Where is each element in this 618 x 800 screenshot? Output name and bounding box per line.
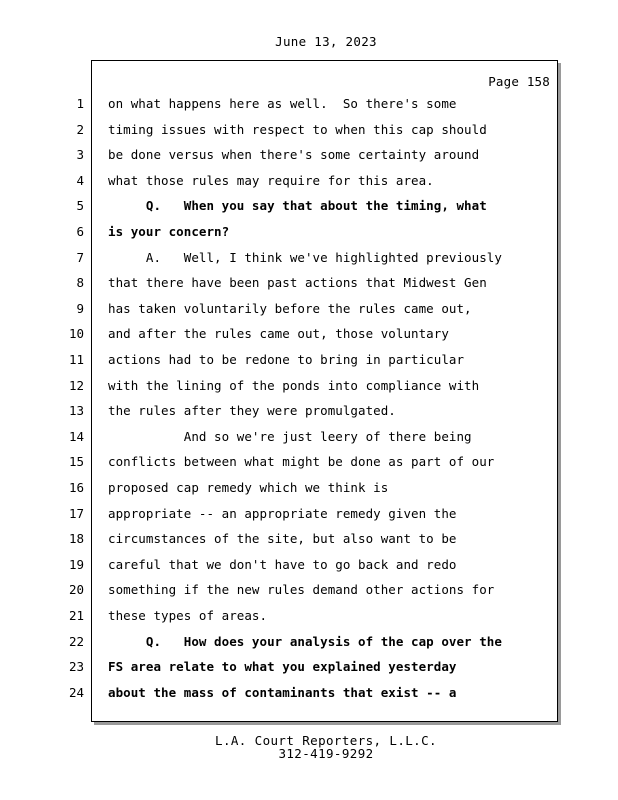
line-number: 8 — [76, 275, 84, 290]
court-reporter-name: L.A. Court Reporters, L.L.C. — [215, 733, 437, 748]
line-text: on what happens here as well. So there's some — [108, 96, 457, 111]
line-text: has taken voluntarily before the rules came out, — [108, 301, 472, 316]
line-number: 10 — [68, 326, 84, 341]
line-number: 12 — [68, 378, 84, 393]
line-text: A. Well, I think we've highlighted previously — [108, 250, 502, 265]
line-text: Q. When you say that about the timing, what — [108, 198, 487, 213]
line-text: something if the new rules demand other actions for — [108, 582, 495, 597]
line-text: what those rules may require for this area. — [108, 173, 434, 188]
line-number: 22 — [68, 634, 84, 649]
line-text: FS area relate to what you explained yesterday — [108, 659, 457, 674]
line-text: with the lining of the ponds into compliance with — [108, 378, 480, 393]
line-number: 3 — [76, 147, 84, 162]
line-number: 4 — [76, 173, 84, 188]
line-number: 17 — [68, 506, 84, 521]
line-number: 1 — [76, 96, 84, 111]
line-number: 19 — [68, 557, 84, 572]
page-number: Page 158 — [488, 74, 550, 89]
line-number: 21 — [68, 608, 84, 623]
line-number: 7 — [76, 250, 84, 265]
line-number: 16 — [68, 480, 84, 495]
line-number: 14 — [68, 429, 84, 444]
line-text: proposed cap remedy which we think is — [108, 480, 389, 495]
line-number: 15 — [68, 454, 84, 469]
line-number: 9 — [76, 301, 84, 316]
line-text: actions had to be redone to bring in particular — [108, 352, 465, 367]
line-text: about the mass of contaminants that exist -- a — [108, 685, 457, 700]
line-text: circumstances of the site, but also want to be — [108, 531, 457, 546]
line-text: careful that we don't have to go back and redo — [108, 557, 457, 572]
line-text: these types of areas. — [108, 608, 268, 623]
line-text: is your concern? — [108, 224, 230, 239]
line-text: Q. How does your analysis of the cap over the — [108, 634, 502, 649]
line-number: 2 — [76, 122, 84, 137]
line-text: appropriate -- an appropriate remedy given the — [108, 506, 457, 521]
line-text: conflicts between what might be done as part of our — [108, 454, 495, 469]
line-number: 18 — [68, 531, 84, 546]
line-text: timing issues with respect to when this cap should — [108, 122, 487, 137]
line-text: be done versus when there's some certainty around — [108, 147, 480, 162]
line-text: the rules after they were promulgated. — [108, 403, 396, 418]
line-text: and after the rules came out, those voluntary — [108, 326, 449, 341]
court-reporter-phone: 312-419-9292 — [278, 746, 374, 761]
line-text: that there have been past actions that Midwest Gen — [108, 275, 487, 290]
line-number: 13 — [68, 403, 84, 418]
line-number: 6 — [76, 224, 84, 239]
line-text: And so we're just leery of there being — [108, 429, 472, 444]
line-number: 11 — [68, 352, 84, 367]
transcript-date: June 13, 2023 — [275, 34, 377, 49]
line-number: 23 — [68, 659, 84, 674]
line-number: 20 — [68, 582, 84, 597]
line-number: 24 — [68, 685, 84, 700]
line-number: 5 — [76, 198, 84, 213]
